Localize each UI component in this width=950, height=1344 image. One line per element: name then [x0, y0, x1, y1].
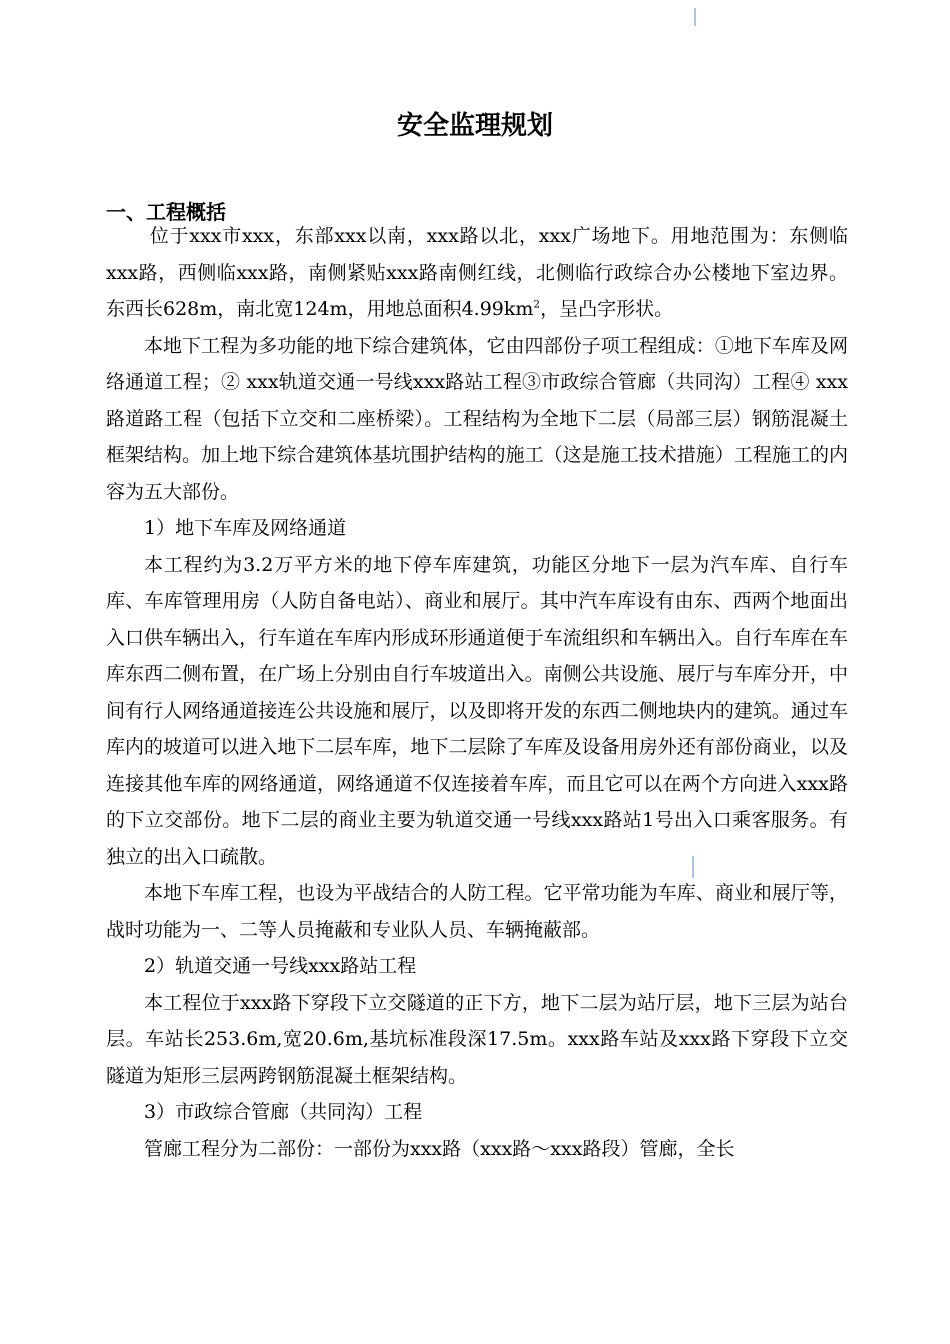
section-heading: 一、工程概括: [106, 200, 226, 224]
paragraph: 本地下工程为多功能的地下综合建筑体，它由四部份子项工程组成：①地下车库及网络通道工程；② xxx轨道交通一号线xxx路站工程③市政综合管廊（共同沟）工程④ xxx路道路工程（包括下立交和二座桥梁）。工程结构为全地下二层（局部三层）钢筋混凝土框架结构。加上地下综合建筑体基坑围护结构的施工（这是施工技术措施）工程施工的内容为五大部份。: [106, 334, 848, 503]
subsection-heading: 1）地下车库及网络通道: [144, 517, 347, 539]
document-title: 安全监理规划: [396, 111, 553, 141]
document-body: [106, 218, 848, 1167]
paragraph: 本地下车库工程，也设为平战结合的人防工程。它平常功能为车库、商业和展厅等，战时功能为一、二等人员掩蔽和专业队人员、车辆掩蔽部。: [106, 882, 848, 941]
subsection-heading: 3）市政综合管廊（共同沟）工程: [144, 1101, 423, 1123]
paragraph: 位于xxx市xxx，东部xxx以南，xxx路以北，xxx广场地下。用地范围为：东侧临xxx路，西侧临xxx路，南侧紧贴xxx路南侧红线，北侧临行政综合办公楼地下室边界。东西长628m，南北宽124m，用地总面积$4.99km^2$，呈凸字形状。: [106, 225, 848, 320]
subsection-heading: 2）轨道交通一号线xxx路站工程: [144, 955, 417, 977]
paragraph: 本工程约为3.2万平方米的地下停车库建筑，功能区分地下一层为汽车库、自行车库、车库管理用房（人防自备电站）、商业和展厅。其中汽车库设有由东、西两个地面出入口供车辆出入，行车道在车库内形成环形通道便于车流组织和车辆出入。自行车库在车库东西二侧布置，在广场上分别由自行车坡道出入。南侧公共设施、展厅与车库分开，中间有行人网络通道接连公共设施和展厅，以及即将开发的东西二侧地块内的建筑。通过车库内的坡道可以进入地下二层车库，地下二层除了车库及设备用房外还有部份商业，以及连接其他车库的网络通道，网络通道不仅连接着车库，而且它可以在两个方向进入xxx路的下立交部份。地下二层的商业主要为轨道交通一号线xxx路站1号出入口乘客服务。有独立的出入口疏散。: [106, 553, 848, 868]
superscript: 2: [533, 298, 541, 311]
paragraph: 本工程位于xxx路下穿段下立交隧道的正下方，地下二层为站厅层，地下三层为站台层。车站长253.6m,宽20.6m,基坑标准段深17.5m。xxx路车站及xxx路下穿段下立交隧道为矩形三层两跨钢筋混凝土框架结构。: [106, 991, 848, 1087]
text-cursor-marker: [694, 8, 696, 26]
paragraph: 管廊工程分为二部份：一部份为xxx路（xxx路～xxx路段）管廊，全长: [144, 1137, 735, 1160]
